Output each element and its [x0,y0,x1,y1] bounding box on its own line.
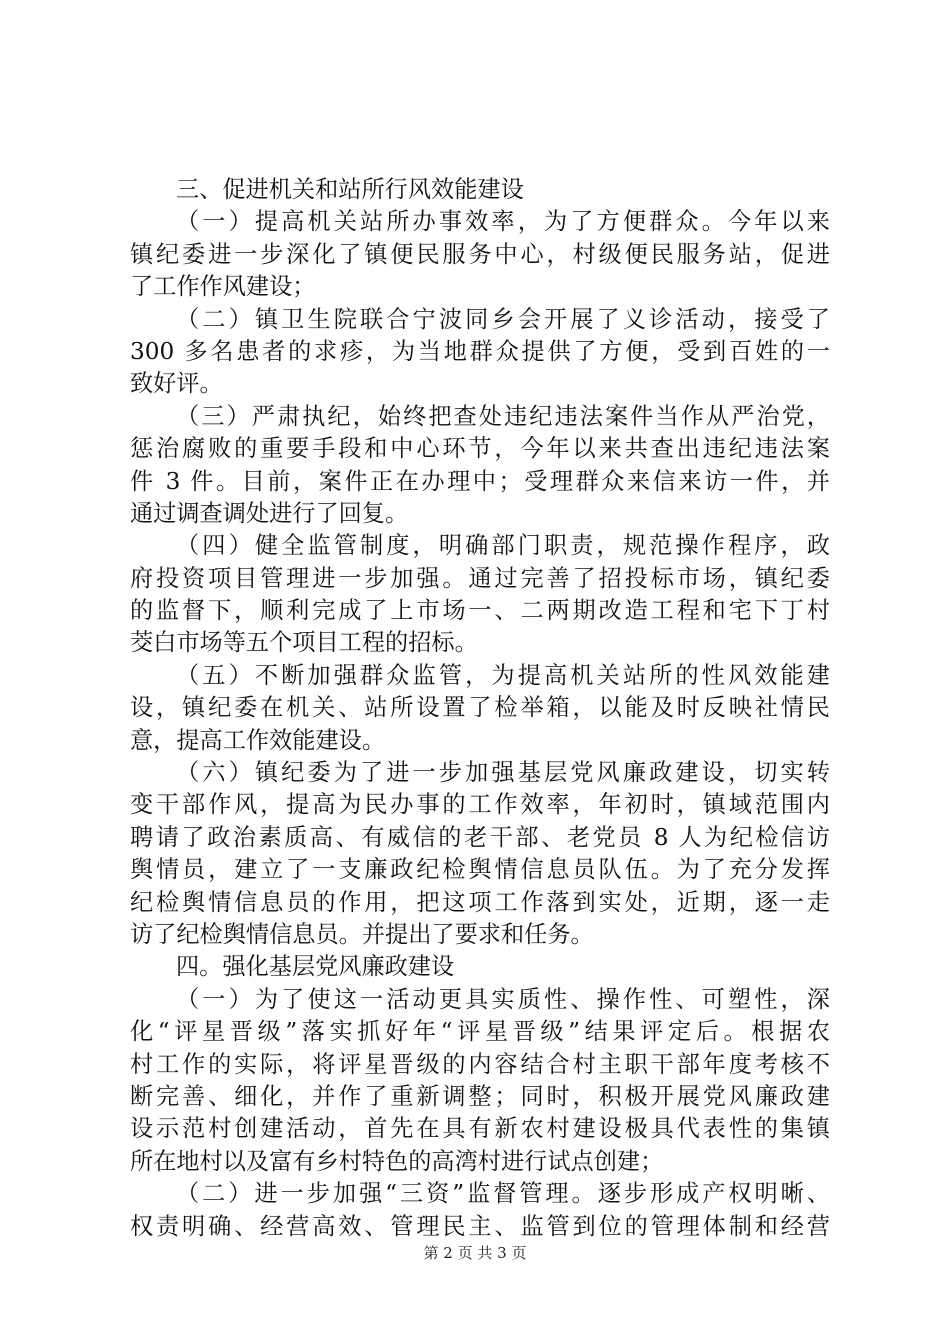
text-line: （四）健全监管制度，明确部门职责，规范操作程序，政 [176,532,830,560]
text-line: 致好评。 [130,370,223,398]
text-line: 三、促进机关和站所行风效能建设 [176,176,524,203]
text-line: 件 3 件。目前，案件正在办理中；受理群众来信来访一件，并 [130,467,830,495]
document-body [130,174,830,1243]
text-line: 村工作的实际，将评星晋级的内容结合村主职干部年度考核不 [130,1050,830,1078]
text-line: （三）严肃执纪，始终把查处违纪违法案件当作从严治党， [176,402,830,430]
text-line: 意，提高工作效能建设。 [130,726,386,754]
text-line: 设示范村创建活动，首先在具有新农村建设极具代表性的集镇 [130,1115,830,1143]
text-line: 舆情员，建立了一支廉政纪检舆情信息员队伍。为了充分发挥 [130,856,830,884]
text-line: （五）不断加强群众监管，为提高机关站所的性风效能建 [176,661,830,689]
text-line: 所在地村以及富有乡村特色的高湾村进行试点创建； [130,1147,664,1175]
text-line: 化“评星晋级”落实抓好年“评星晋级”结果评定后。根据农 [130,1018,830,1046]
text-line: （一）提高机关站所办事效率，为了方便群众。今年以来 [176,208,830,236]
text-line: 府投资项目管理进一步加强。通过完善了招投标市场，镇纪委 [130,564,830,592]
text-line: 断完善、细化，并作了重新调整；同时，积极开展党风廉政建 [130,1082,830,1110]
text-line: （一）为了使这一活动更具实质性、操作性、可塑性，深 [176,985,830,1013]
text-line: 四。强化基层党风廉政建设 [176,953,455,981]
text-line: 300 多名患者的求疹，为当地群众提供了方便，受到百姓的一 [130,337,830,365]
text-line: 的监督下，顺利完成了上市场一、二两期改造工程和宅下丁村 [130,597,830,625]
text-line: 设，镇纪委在机关、站所设置了检举箱，以能及时反映社情民 [130,694,830,722]
text-line: 惩治腐败的重要手段和中心环节，今年以来共查出违纪违法案 [130,435,830,463]
text-line: 通过调查调处进行了回复。 [130,499,409,527]
text-line: 纪检舆情信息员的作用，把这项工作落到实处，近期，逐一走 [130,888,830,916]
text-line: 权责明确、经营高效、管理民主、监管到位的管理体制和经营 [130,1212,830,1240]
text-line: （二）进一步加强“三资”监督管理。逐步形成产权明晰、 [176,1180,830,1208]
text-line: 访了纪检舆情信息员。并提出了要求和任务。 [130,920,594,948]
text-line: 茭白市场等五个项目工程的招标。 [130,629,478,657]
text-line: （二）镇卫生院联合宁波同乡会开展了义诊活动，接受了 [176,305,830,333]
text-line: 了工作作风建设； [130,273,316,301]
page-footer: 第 2 页 共 3 页 [423,1244,527,1262]
text-line: 变干部作风，提高为民办事的工作效率，年初时，镇域范围内 [130,791,830,819]
text-line: 镇纪委进一步深化了镇便民服务中心，村级便民服务站，促进 [130,240,830,268]
text-line: 聘请了政治素质高、有威信的老干部、老党员 8 人为纪检信访 [130,823,830,851]
text-line: （六）镇纪委为了进一步加强基层党风廉政建设，切实转 [176,759,830,787]
